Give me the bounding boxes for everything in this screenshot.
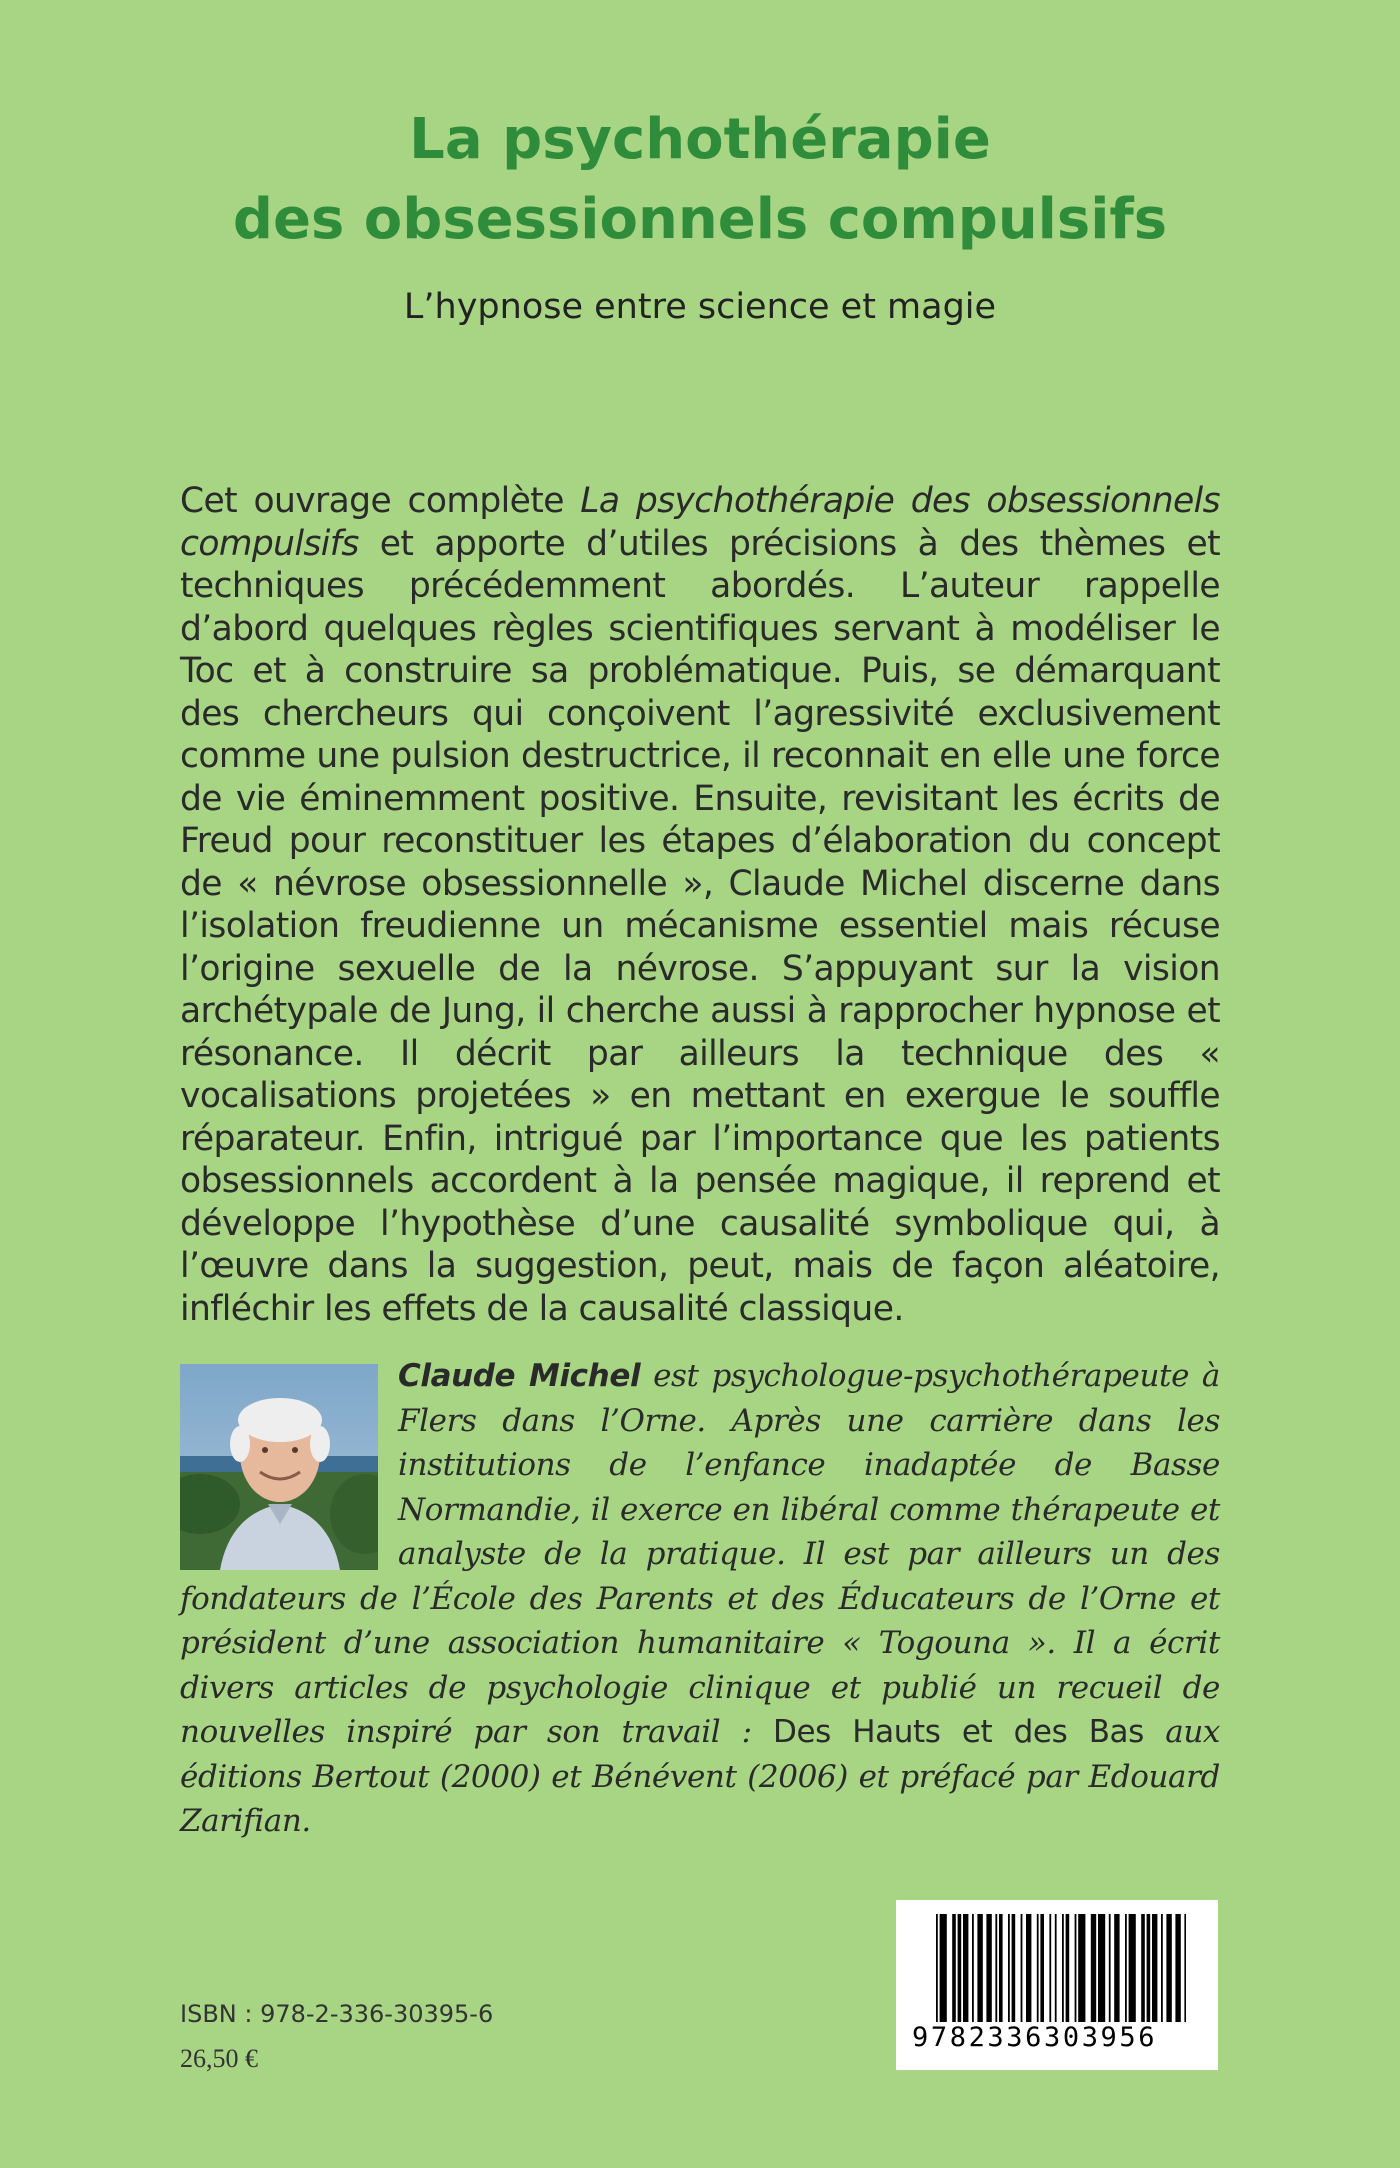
barcode-bar — [1026, 1914, 1031, 2022]
isbn: ISBN : 978-2-336-30395-6 — [180, 2000, 494, 2028]
barcode-bar — [1040, 1914, 1044, 2022]
summary-rest: et apporte d’utiles précisions à des thèmes et techniques précédemment abordés. L’auteur rappelle d’abord quelques règles scientifiques servant à modéliser le Toc et à construire sa problématique. Puis, se démarquant des chercheurs qui conçoivent l’agressivité exclusivement comme une pulsion destructrice, il reconnait en elle une force de vie éminemment positive. Ensuite, revisitant les écrits de Freud pour reconstituer les étapes d’élaboration du concept de « névrose obsessionnelle », Claude Michel discerne dans l’isolation freudienne un mécanisme essentiel mais récuse l’origine sexuelle de la névrose. S’appuyant sur la vision archétypale de Jung, il cherche aussi à rapprocher hypnose et résonance. Il décrit par ailleurs la technique des « vocalisations projetées » en mettant en exergue le souffle réparateur. Enfin, intrigué par l’importance que les patients obsessionnels accordent à la pensée magique, il reprend et développe l’hypothèse d’une causalité symbolique qui, à l’œuvre dans la suggestion, peut, mais de façon aléatoire, infléchir les effets de la causalité classique. — [180, 523, 1220, 1329]
barcode-bar — [1012, 1914, 1016, 2022]
price: 26,50 € — [180, 2044, 258, 2073]
barcode-bar — [1098, 1914, 1105, 2022]
barcode-bar — [958, 1914, 962, 2022]
barcode-bar — [1055, 1914, 1057, 2022]
book-title — [0, 100, 1400, 260]
barcode-bar — [1184, 1914, 1186, 2022]
title-line-2: des obsessionnels compulsifs — [232, 187, 1168, 252]
barcode-bar — [1114, 1914, 1119, 2022]
author-name: Claude Michel — [398, 1358, 641, 1394]
barcode-bar — [986, 1914, 991, 2022]
barcode-bar — [1062, 1914, 1064, 2022]
barcode-bar — [1141, 1914, 1145, 2022]
author-bio — [180, 1354, 1220, 1844]
barcode-bar — [963, 1914, 968, 2022]
bio-text-1: est psychologue-psychothérapeute à Flers dans l’Orne. Après une carrière dans les institutions de l’enfance inadaptée de Basse Normandie, il exerce en libéral comme thérapeute et analyste de la pratique. Il est par ailleurs un des fondateurs de l’École des Parents et des Éducateurs de l’Orne et président d’une association humanitaire « Togouna ». Il a écrit divers articles de psychologie clinique et publié un recueil de nouvelles inspiré par son travail : — [180, 1358, 1220, 1750]
barcode-bar — [952, 1914, 956, 2022]
barcode-bar — [1161, 1914, 1163, 2022]
barcode-bar — [1021, 1914, 1023, 2022]
book-subtitle: L’hypnose entre science et magie — [403, 287, 997, 327]
barcode-bar — [1175, 1914, 1180, 2022]
barcode-bar — [1075, 1914, 1077, 2022]
barcode-bar — [1066, 1914, 1070, 2022]
bio-book-title: Des Hauts et des Bas — [773, 1714, 1144, 1750]
barcode-bar — [936, 1914, 938, 2022]
barcode-bar — [1152, 1914, 1157, 2022]
barcode-bar — [1078, 1914, 1085, 2022]
barcode-bar — [1125, 1914, 1127, 2022]
back-cover-summary — [180, 480, 1220, 1330]
barcode-bar — [999, 1914, 1003, 2022]
barcode-bar — [972, 1914, 974, 2022]
barcode-bar — [1008, 1914, 1010, 2022]
barcode-bar — [1109, 1914, 1111, 2022]
barcode-bar — [940, 1914, 947, 2022]
barcode-icon — [936, 1914, 1186, 2022]
summary-italic-title: La psychothérapie des obsessionnels compulsifs — [180, 481, 1220, 564]
barcode-bar — [995, 1914, 997, 2022]
barcode-bar — [1049, 1914, 1051, 2022]
barcode-bar — [977, 1914, 982, 2022]
barcode — [896, 1900, 1218, 2070]
barcode-bar — [1129, 1914, 1136, 2022]
barcode-bar — [1147, 1914, 1151, 2022]
barcode-bar — [1091, 1914, 1096, 2022]
barcode-bar — [1037, 1914, 1039, 2022]
bio-text-2: aux éditions Bertout (2000) et Bénévent (2006) et préfacé par Edouard Zarifian. — [180, 1714, 1220, 1839]
barcode-digits: 9782336303956 — [912, 2022, 1158, 2053]
summary-intro: Cet ouvrage complète — [180, 481, 581, 521]
title-line-1: La psychothérapie — [409, 107, 991, 172]
barcode-bar — [1166, 1914, 1171, 2022]
